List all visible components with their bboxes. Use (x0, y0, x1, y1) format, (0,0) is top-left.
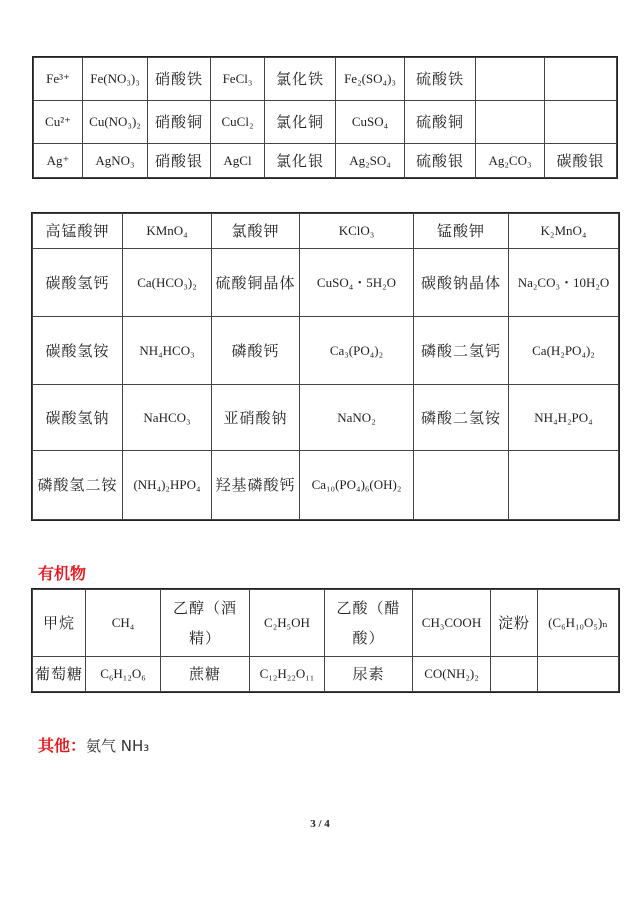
name-cell: 葡萄糖 (33, 657, 86, 692)
salt-table (32, 213, 619, 520)
formula-cell: KClO₃ (300, 214, 414, 249)
formula-cell: Fe₂(SO₄)₃ (336, 58, 405, 101)
table-row (33, 451, 619, 520)
table-row (33, 214, 619, 249)
other-heading: 其他： (38, 736, 87, 755)
name-cell: 硝酸银 (148, 144, 211, 178)
name-cell: 磷酸氢二铵 (33, 451, 123, 520)
formula-cell: CuSO₄ (336, 101, 405, 144)
table-row (34, 101, 617, 144)
name-cell: 硫酸铜 (405, 101, 476, 144)
formula-cell: Ag₂SO₄ (336, 144, 405, 178)
formula-cell: Na₂CO₃・10H₂O (509, 249, 619, 317)
formula-cell: AgCl (211, 144, 265, 178)
formula-cell: Ca₃(PO₄)₂ (300, 317, 414, 385)
formula-cell: C₆H₁₂O₆ (86, 657, 161, 692)
name-cell (545, 58, 617, 101)
table-row (34, 58, 617, 101)
name-cell: 乙酸（醋酸） (325, 590, 413, 657)
name-cell: 蔗糖 (161, 657, 250, 692)
name-cell: 氯化银 (265, 144, 336, 178)
formula-cell: (NH₄)₂HPO₄ (123, 451, 212, 520)
other-section (38, 733, 149, 756)
name-cell: 磷酸二氢铵 (414, 385, 509, 451)
name-cell: 磷酸钙 (212, 317, 300, 385)
name-cell: 碳酸氢钠 (33, 385, 123, 451)
ion-cell: Cu²⁺ (34, 101, 83, 144)
formula-cell: Ca₁₀(PO₄)₆(OH)₂ (300, 451, 414, 520)
name-cell: 氯化铜 (265, 101, 336, 144)
name-cell (414, 451, 509, 520)
formula-cell: Ca(HCO₃)₂ (123, 249, 212, 317)
name-cell: 碳酸银 (545, 144, 617, 178)
name-cell: 硝酸铁 (148, 58, 211, 101)
formula-cell: NH₄H₂PO₄ (509, 385, 619, 451)
table-row (33, 590, 619, 657)
name-cell: 高锰酸钾 (33, 214, 123, 249)
formula-cell (476, 101, 545, 144)
other-text: 氨气 NH₃ (86, 737, 150, 755)
organic-heading: 有机物 (38, 564, 87, 583)
name-cell: 锰酸钾 (414, 214, 509, 249)
formula-cell (476, 58, 545, 101)
table-row (33, 657, 619, 692)
organic-table (32, 589, 619, 692)
name-cell: 亚硝酸钠 (212, 385, 300, 451)
formula-cell: FeCl₃ (211, 58, 265, 101)
formula-cell: K₂MnO₄ (509, 214, 619, 249)
formula-cell: NaHCO₃ (123, 385, 212, 451)
name-cell: 尿素 (325, 657, 413, 692)
formula-cell: CH₄ (86, 590, 161, 657)
ion-cell: Fe³⁺ (34, 58, 83, 101)
name-cell: 氯化铁 (265, 58, 336, 101)
formula-cell: CuSO₄・5H₂O (300, 249, 414, 317)
formula-cell: NH₄HCO₃ (123, 317, 212, 385)
name-cell: 磷酸二氢钙 (414, 317, 509, 385)
formula-cell: Cu(NO₃)₂ (83, 101, 148, 144)
formula-cell (538, 657, 619, 692)
table-row (33, 317, 619, 385)
name-cell: 羟基磷酸钙 (212, 451, 300, 520)
formula-cell: KMnO₄ (123, 214, 212, 249)
formula-cell: Fe(NO₃)₃ (83, 58, 148, 101)
name-cell: 碳酸氢钙 (33, 249, 123, 317)
formula-cell: AgNO₃ (83, 144, 148, 178)
formula-cell (509, 451, 619, 520)
name-cell: 乙醇（酒精） (161, 590, 250, 657)
ion-cell: Ag⁺ (34, 144, 83, 178)
name-cell: 硫酸银 (405, 144, 476, 178)
name-cell: 淀粉 (491, 590, 538, 657)
ion-compound-table (33, 57, 617, 178)
formula-cell: C₁₂H₂₂O₁₁ (250, 657, 325, 692)
name-cell: 氯酸钾 (212, 214, 300, 249)
formula-cell: NaNO₂ (300, 385, 414, 451)
table-row (33, 249, 619, 317)
name-cell: 碳酸钠晶体 (414, 249, 509, 317)
name-cell: 硫酸铁 (405, 58, 476, 101)
formula-cell: CO(NH₂)₂ (413, 657, 491, 692)
page-number: 3 / 4 (310, 818, 330, 830)
name-cell: 碳酸氢铵 (33, 317, 123, 385)
formula-cell: Ag₂CO₃ (476, 144, 545, 178)
name-cell: 甲烷 (33, 590, 86, 657)
formula-cell: CuCl₂ (211, 101, 265, 144)
formula-cell: CH₃COOH (413, 590, 491, 657)
name-cell: 硝酸铜 (148, 101, 211, 144)
table-row (33, 385, 619, 451)
name-cell (545, 101, 617, 144)
formula-cell: (C₆H₁₀O₅)ₙ (538, 590, 619, 657)
formula-cell: Ca(H₂PO₄)₂ (509, 317, 619, 385)
name-cell (491, 657, 538, 692)
table-row (34, 144, 617, 178)
formula-cell: C₂H₅OH (250, 590, 325, 657)
name-cell: 硫酸铜晶体 (212, 249, 300, 317)
